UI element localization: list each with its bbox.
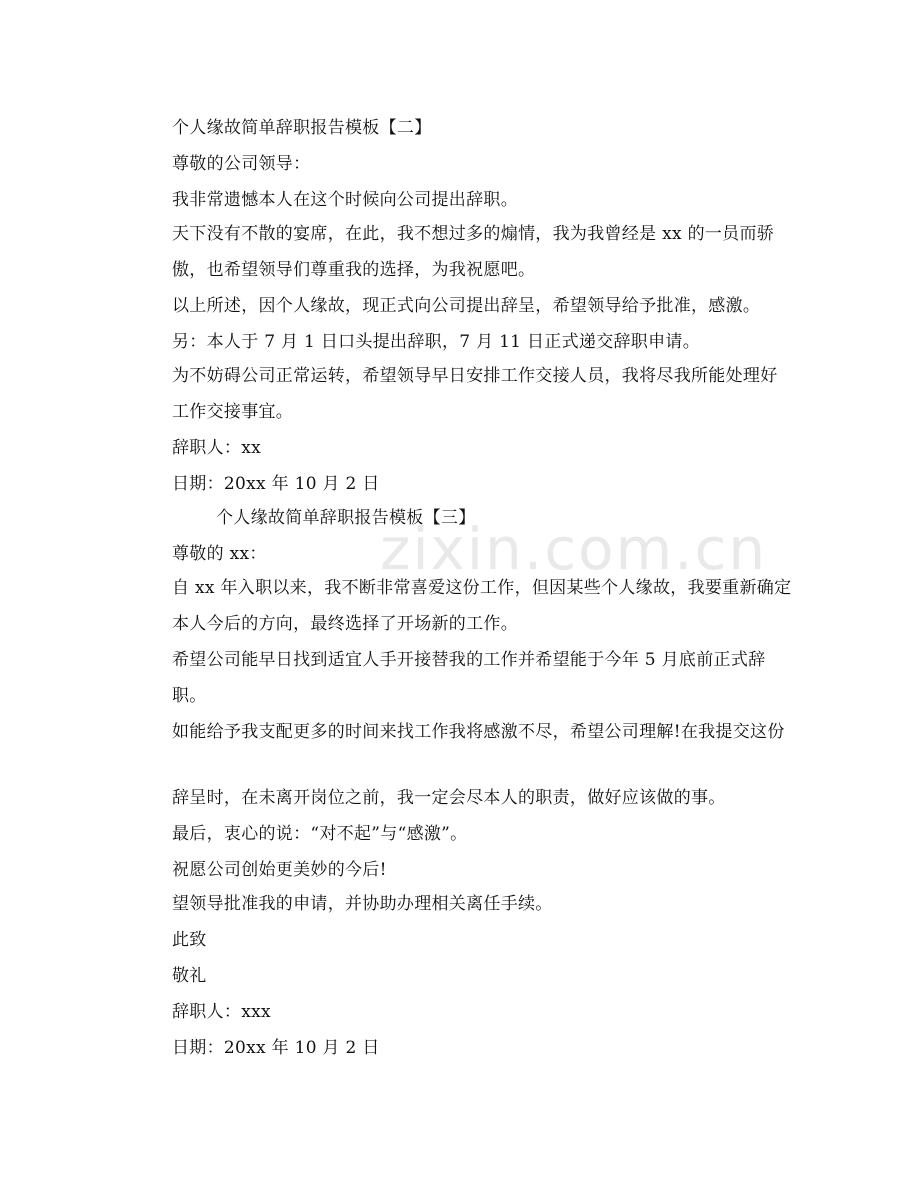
- section3-paragraph-3: 如能给予我支配更多的时间来找工作我将感激不尽，希望公司理解!在我提交这份: [172, 722, 785, 742]
- section2-title: 个人缘故简单辞职报告模板【二】: [172, 118, 432, 138]
- section2-signer: 辞职人：xx: [172, 438, 261, 458]
- section3-paragraph-6: 祝愿公司创始更美妙的今后!: [172, 860, 387, 880]
- section3-title: 个人缘故简单辞职报告模板【三】: [216, 508, 476, 528]
- section3-signer: 辞职人：xxx: [172, 1002, 271, 1022]
- section3-paragraph-7: 望领导批准我的申请，并协助办理相关离任手续。: [172, 894, 553, 914]
- section3-paragraph-2: 希望公司能早日找到适宜人手开接替我的工作并希望能于今年 5 月底前正式辞职。: [172, 650, 766, 706]
- section3-closing-salutation: 此致: [172, 930, 207, 950]
- section3-paragraph-5: 最后，衷心的说：“对不起”与“感激”。: [172, 824, 468, 844]
- section3-closing-regards: 敬礼: [172, 966, 207, 986]
- section2-paragraph-1: 我非常遗憾本人在这个时候向公司提出辞职。: [172, 190, 518, 210]
- section2-date: 日期：20xx 年 10 月 2 日: [172, 474, 380, 494]
- watermark: zixin.com.cn: [380, 515, 768, 583]
- section2-paragraph-2: 天下没有不散的宴席，在此，我不想过多的煽情，我为我曾经是 xx 的一员而骄傲，也希望领导们尊重我的选择，为我祝愿吧。: [172, 224, 775, 280]
- section3-paragraph-1: 自 xx 年入职以来，我不断非常喜爱这份工作，但因某些个人缘故，我要重新确定本人今后的方向，最终选择了开场新的工作。: [172, 578, 792, 634]
- section3-paragraph-4: 辞呈时，在未离开岗位之前，我一定会尽本人的职责，做好应该做的事。: [172, 788, 726, 808]
- section3-salutation: 尊敬的 xx：: [172, 544, 267, 564]
- section2-paragraph-3: 以上所述，因个人缘故，现正式向公司提出辞呈，希望领导给予批准，感激。: [172, 296, 761, 316]
- section3-date: 日期：20xx 年 10 月 2 日: [172, 1038, 380, 1058]
- section2-paragraph-4: 另：本人于 7 月 1 日口头提出辞职，7 月 11 日正式递交辞职申请。: [172, 332, 701, 352]
- section2-salutation: 尊敬的公司领导：: [172, 154, 311, 174]
- section2-paragraph-5: 为不妨碍公司正常运转，希望领导早日安排工作交接人员，我将尽我所能处理好工作交接事宜。: [172, 366, 778, 422]
